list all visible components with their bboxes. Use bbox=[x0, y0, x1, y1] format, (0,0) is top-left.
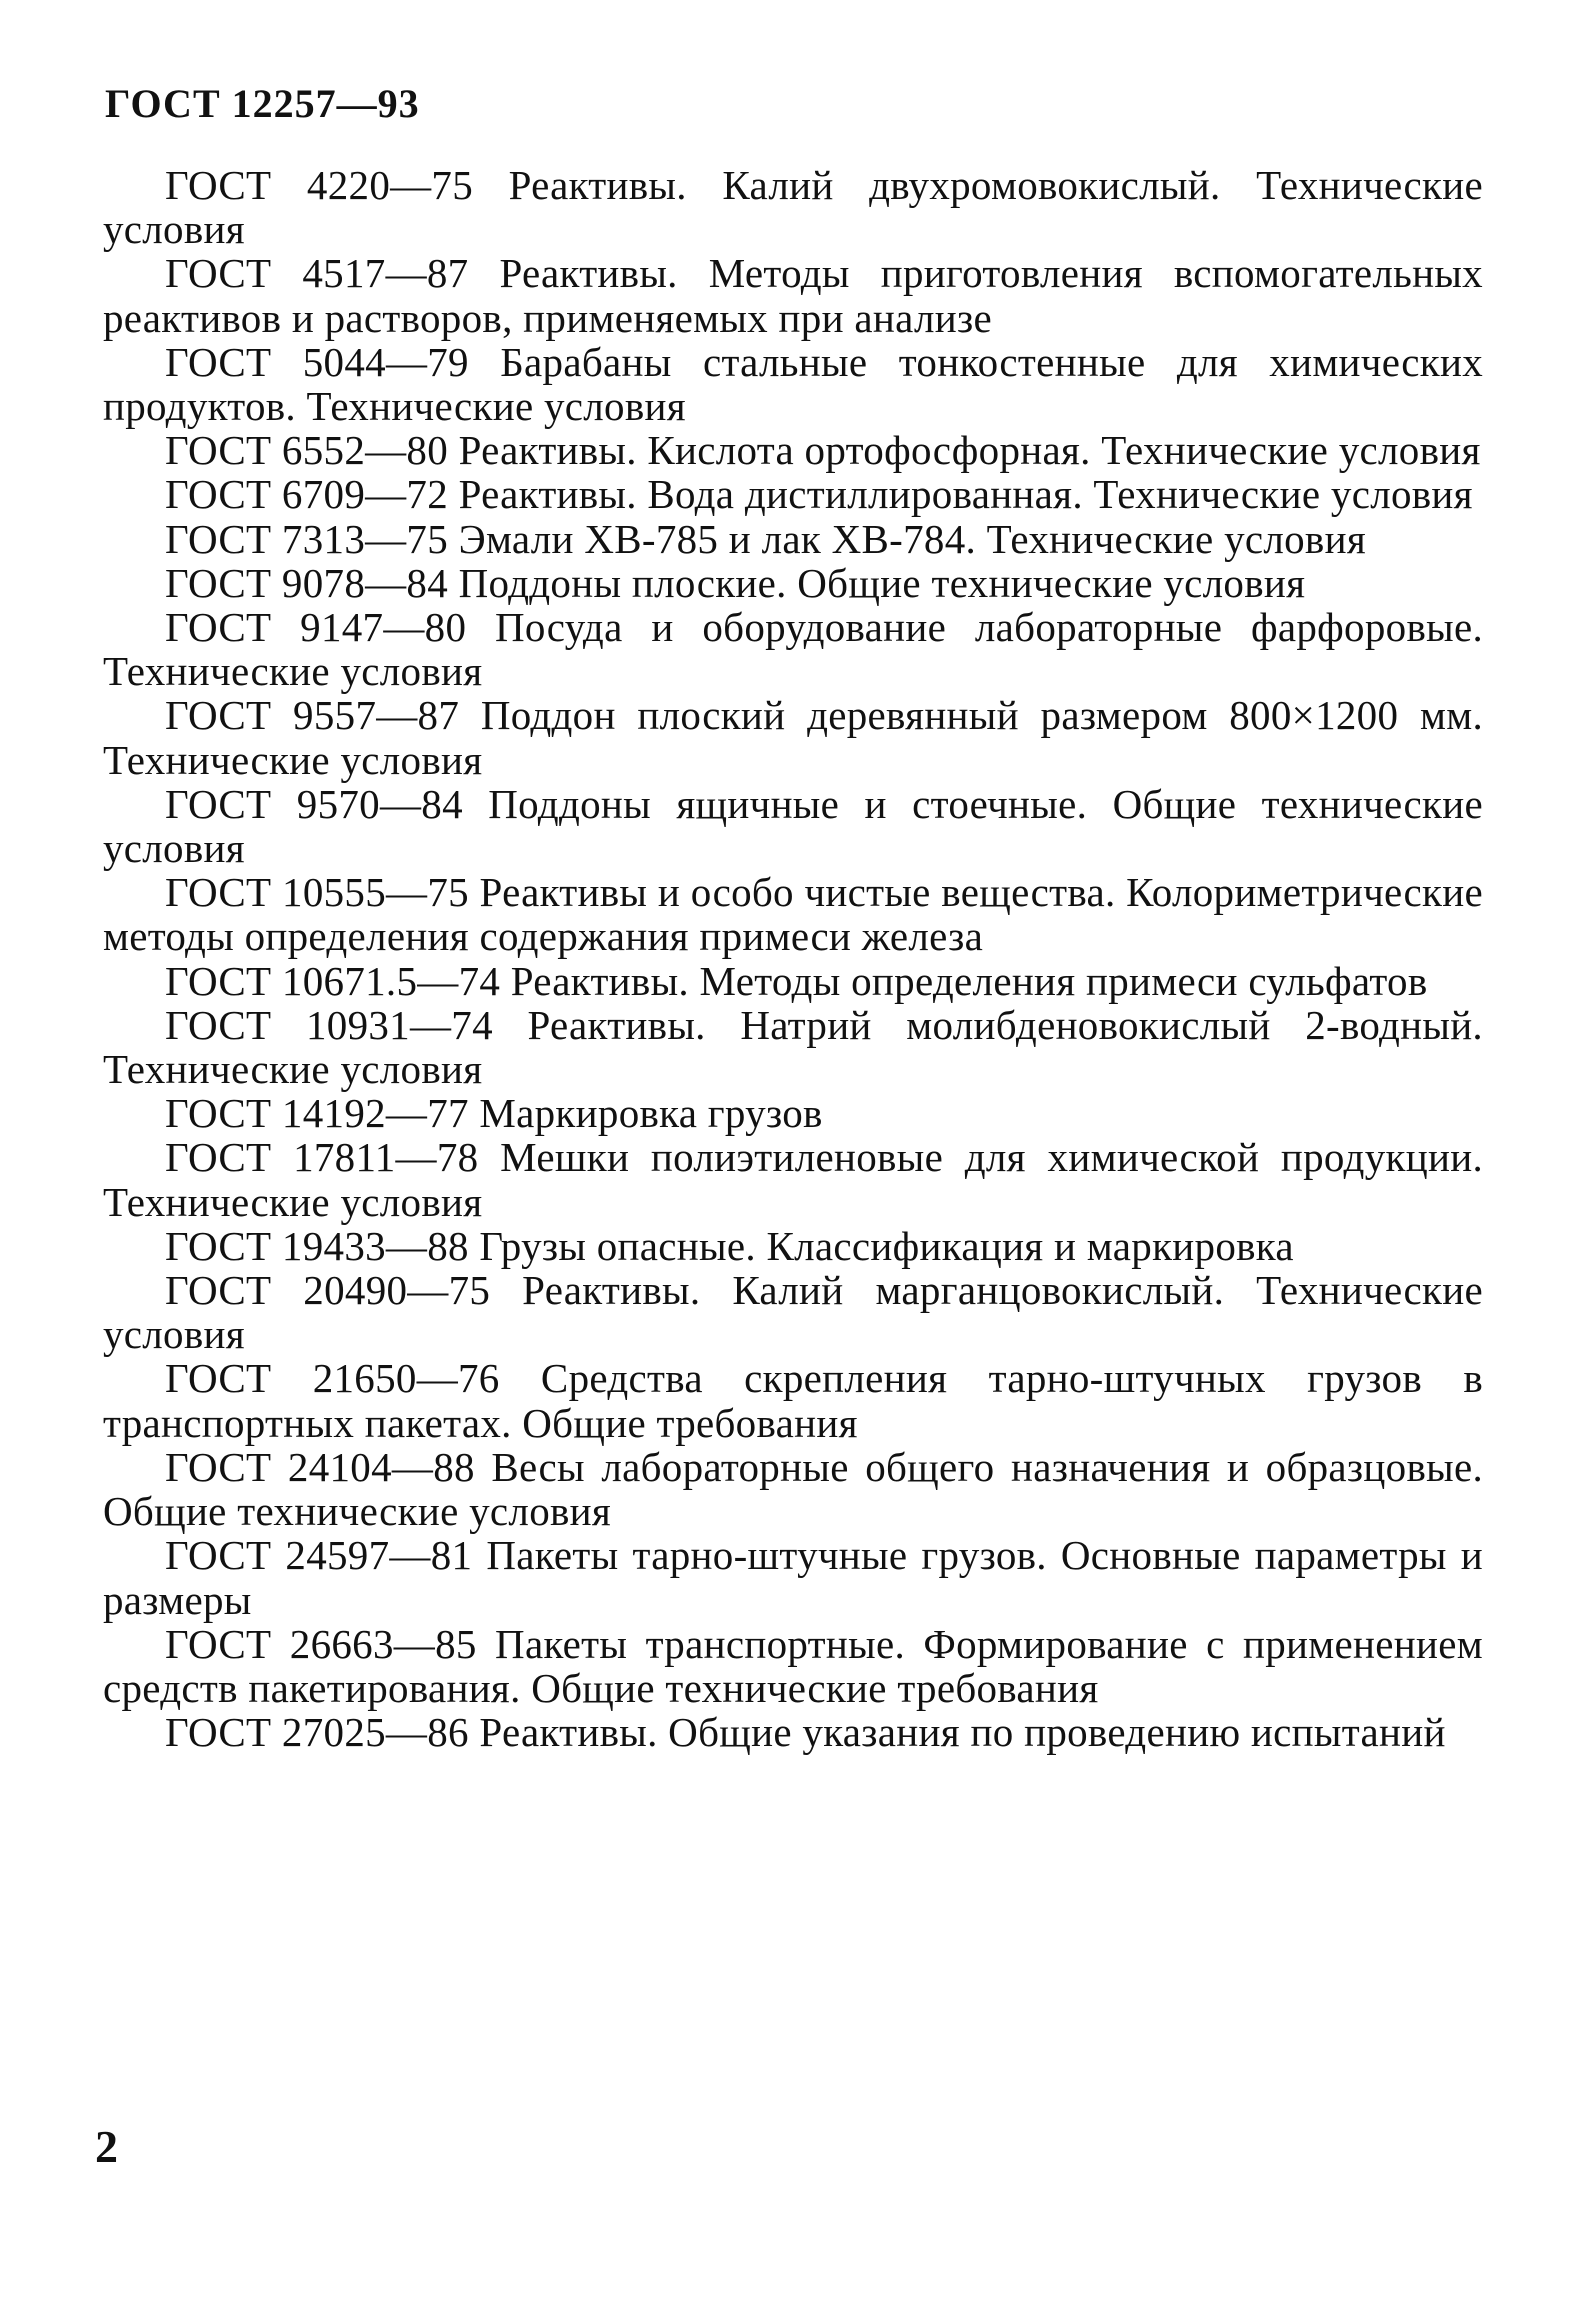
reference-item: ГОСТ 26663—85 Пакеты транспортные. Формирование с применением средств пакетирования. Общие технические требования bbox=[103, 1620, 1483, 1711]
reference-item: ГОСТ 4517—87 Реактивы. Методы приготовления вспомогательных реактивов и растворов, применяемых при анализе bbox=[103, 250, 1483, 341]
reference-item: ГОСТ 17811—78 Мешки полиэтиленовые для химической продукции. Технические условия bbox=[103, 1134, 1483, 1225]
reference-item: ГОСТ 19433—88 Грузы опасные. Классификация и маркировка bbox=[165, 1222, 1294, 1269]
reference-item: ГОСТ 9557—87 Поддон плоский деревянный размером 800×1200 мм. Технические условия bbox=[103, 692, 1483, 783]
reference-item: ГОСТ 9570—84 Поддоны ящичные и стоечные. Общие технические условия bbox=[103, 780, 1483, 872]
reference-item: ГОСТ 10931—74 Реактивы. Натрий молибденовокислый 2-водный. Технические условия bbox=[103, 1001, 1483, 1093]
reference-item: ГОСТ 20490—75 Реактивы. Калий марганцовокислый. Технические условия bbox=[103, 1267, 1483, 1358]
reference-item: ГОСТ 5044—79 Барабаны стальные тонкостенные для химических продуктов. Технические условия bbox=[103, 338, 1483, 430]
reference-item: ГОСТ 6552—80 Реактивы. Кислота ортофосфорная. Технические условия bbox=[165, 427, 1481, 474]
reference-item: ГОСТ 10555—75 Реактивы и особо чистые вещества. Колориметрические методы определения содержания примеси железа bbox=[103, 869, 1483, 960]
reference-item: ГОСТ 6709—72 Реактивы. Вода дистиллированная. Технические условия bbox=[165, 471, 1473, 518]
reference-item: ГОСТ 4220—75 Реактивы. Калий двухромовокислый. Технические условия bbox=[103, 162, 1483, 253]
reference-item: ГОСТ 27025—86 Реактивы. Общие указания по проведению испытаний bbox=[165, 1709, 1446, 1756]
running-head: ГОСТ 12257—93 bbox=[105, 81, 420, 126]
reference-item: ГОСТ 24104—88 Весы лабораторные общего назначения и образцовые. Общие технические условия bbox=[103, 1443, 1483, 1535]
reference-item: ГОСТ 10671.5—74 Реактивы. Методы определения примеси сульфатов bbox=[165, 957, 1428, 1004]
reference-item: ГОСТ 21650—76 Средства скрепления тарно-штучных грузов в транспортных пакетах. Общие требования bbox=[103, 1355, 1483, 1446]
reference-item: ГОСТ 24597—81 Пакеты тарно-штучные грузов. Основные параметры и размеры bbox=[103, 1532, 1483, 1623]
reference-list bbox=[103, 163, 1483, 1754]
reference-item: ГОСТ 9078—84 Поддоны плоские. Общие технические условия bbox=[165, 559, 1306, 606]
reference-item: ГОСТ 14192—77 Маркировка грузов bbox=[165, 1090, 823, 1137]
reference-item: ГОСТ 9147—80 Посуда и оборудование лабораторные фарфоровые. Технические условия bbox=[103, 604, 1483, 695]
page-number: 2 bbox=[95, 2121, 118, 2172]
reference-item: ГОСТ 7313—75 Эмали ХВ-785 и лак ХВ-784. Технические условия bbox=[165, 515, 1366, 562]
